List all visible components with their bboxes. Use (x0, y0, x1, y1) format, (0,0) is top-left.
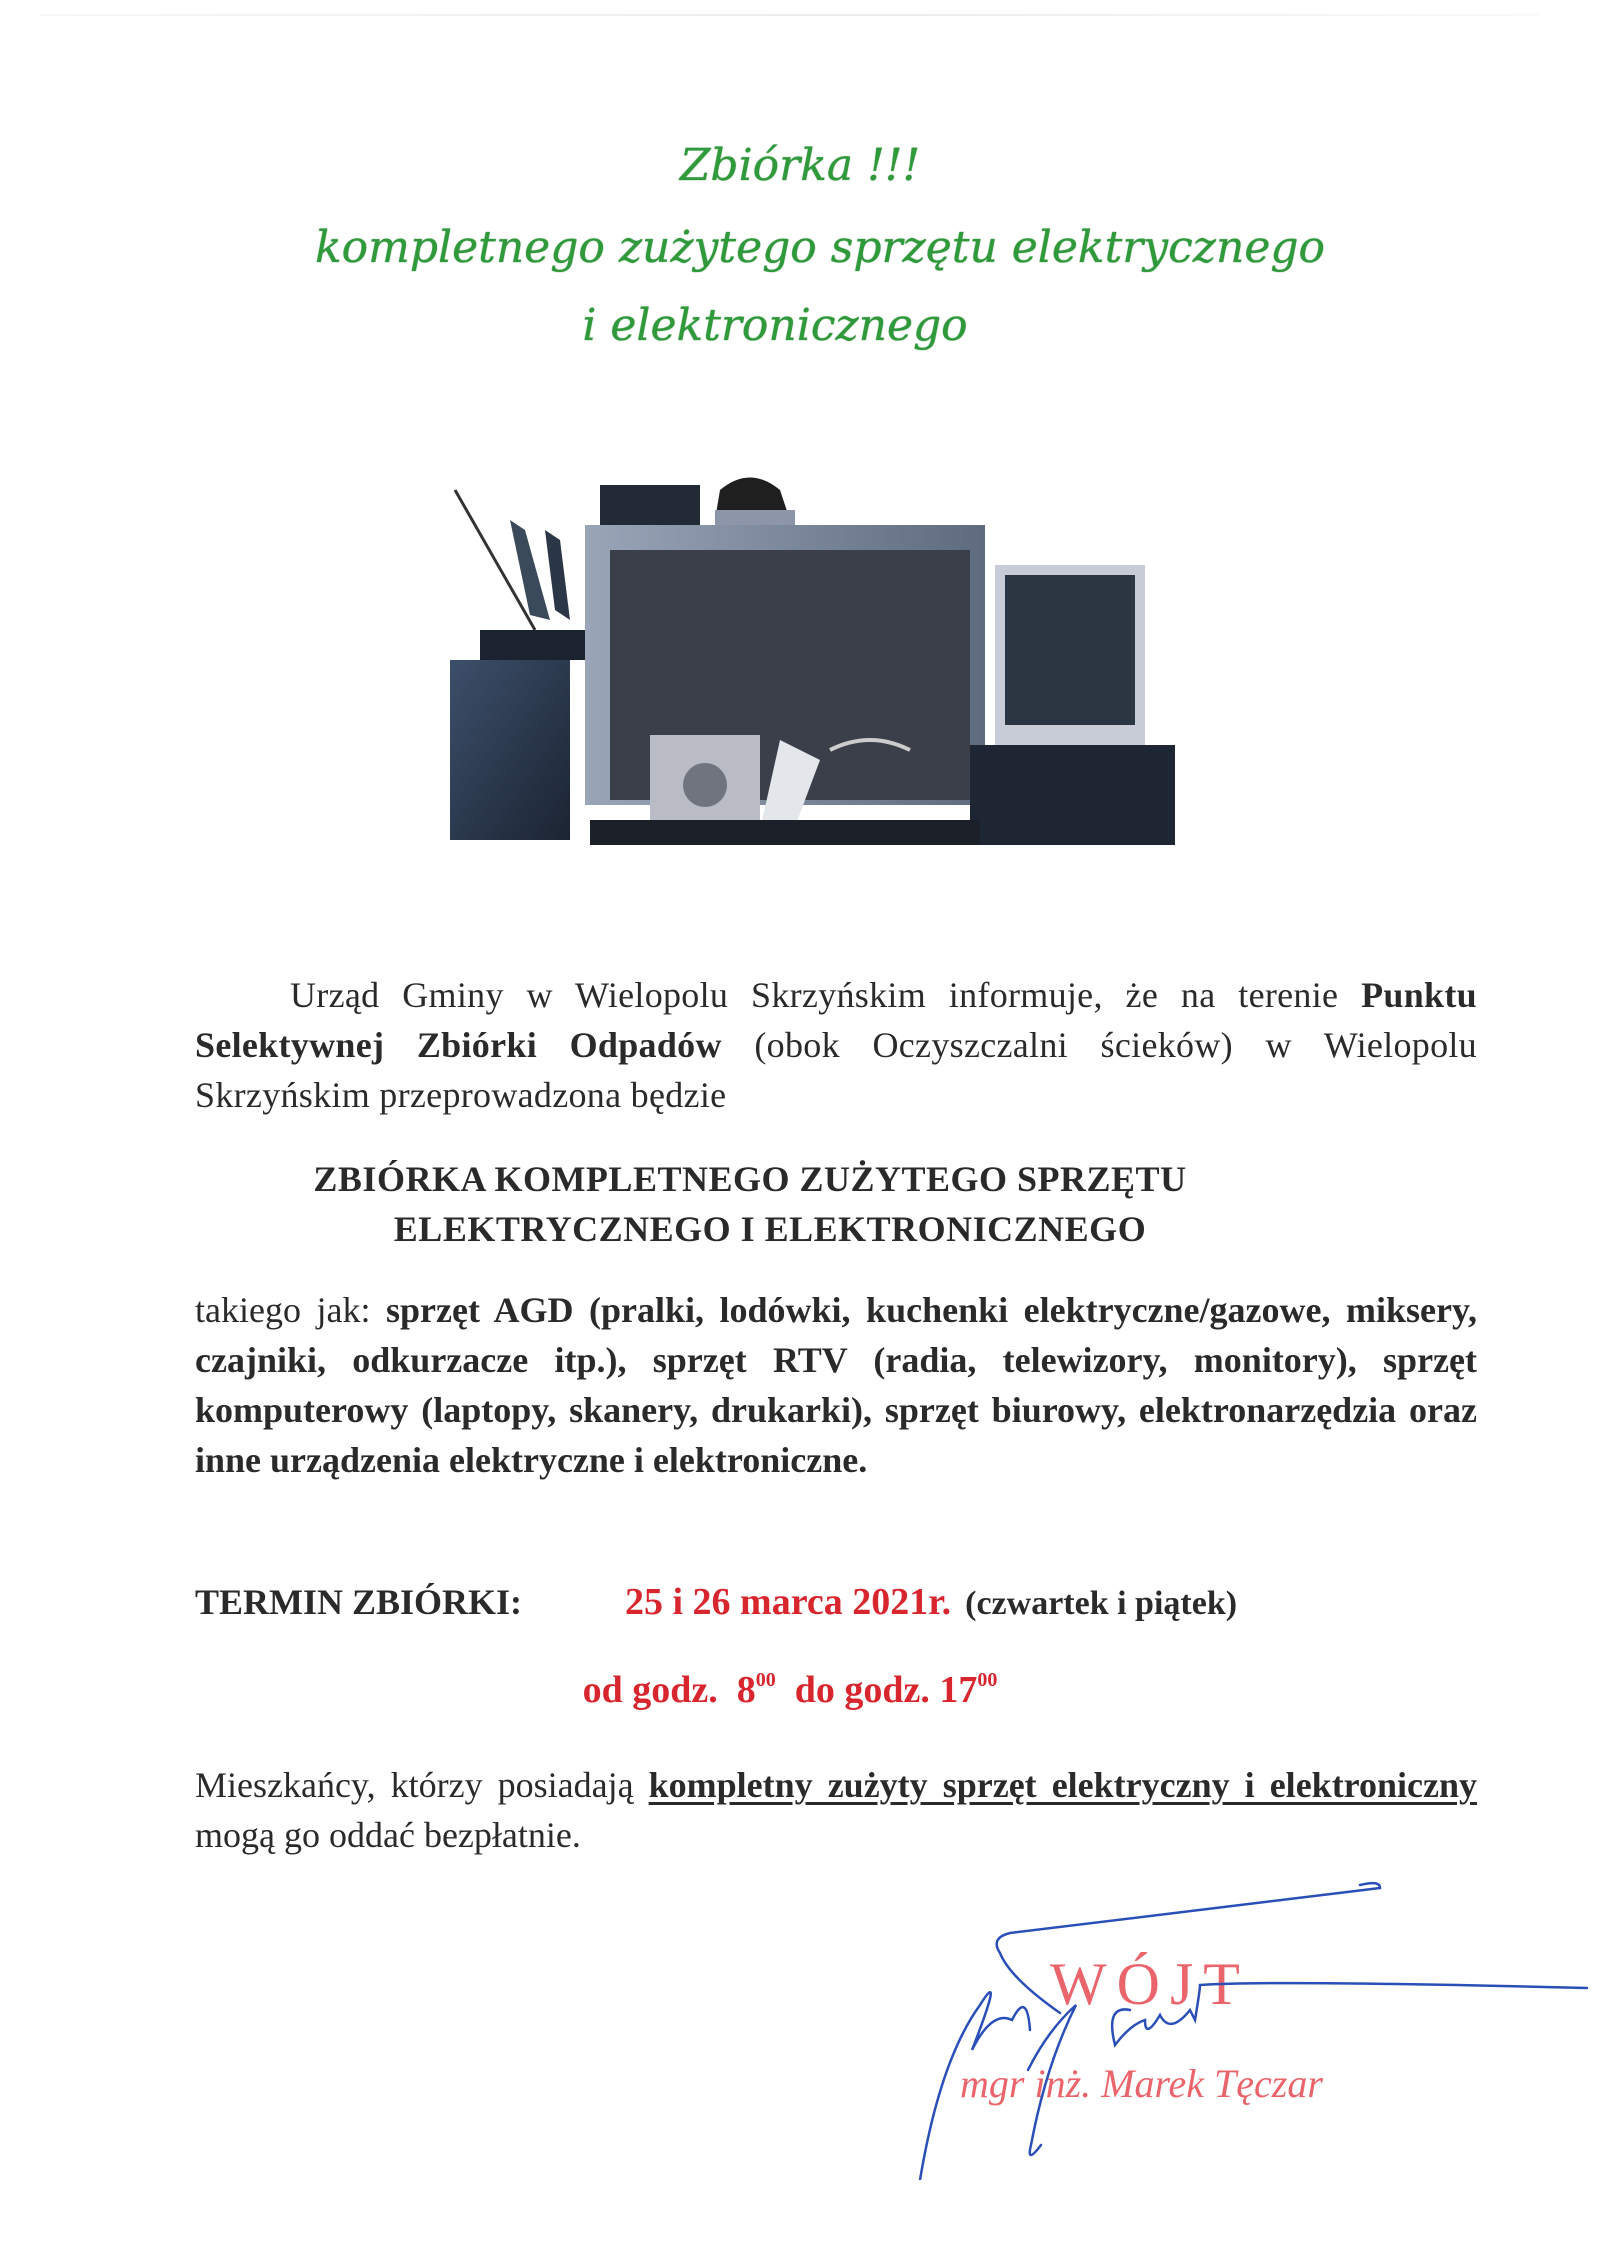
to-min: 00 (977, 1669, 998, 1691)
hours-row (0, 1668, 1590, 1712)
closing-underlined: kompletny zużyty sprzęt elektryczny i elektroniczny (648, 1765, 1478, 1805)
handwritten-signature (900, 1880, 1600, 2180)
stamp-office: WÓJT (1050, 1951, 1250, 2017)
to-hour: 17 (939, 1669, 978, 1711)
term-label: TERMIN ZBIÓRKI: (195, 1582, 523, 1622)
electronics-photo (450, 470, 1200, 850)
closing-paragraph (195, 1760, 1477, 1860)
title-line-3: i elektronicznego (582, 300, 968, 351)
intro-text-1: Urząd Gminy w Wielopolu Skrzyńskim informuje, że na terenie (290, 975, 1339, 1015)
scan-edge (40, 14, 1540, 16)
stamp-name: mgr inż. Marek Tęczar (960, 2061, 1323, 2106)
from-label: od godz. (582, 1669, 718, 1711)
intro-location: Punktu Selektywnej Zbiórki Odpadów (195, 975, 1477, 1065)
intro-paragraph (195, 970, 1477, 1120)
term-days: (czwartek i piątek) (965, 1585, 1238, 1622)
intro-text-2: (obok Oczyszczalni ścieków) w Wielopolu Skrzyńskim przeprowadzona będzie (195, 1025, 1477, 1115)
pc-tower (450, 660, 570, 840)
items-paragraph (195, 1285, 1477, 1485)
closing-text-2: mogą go oddać bezpłatnie. (195, 1815, 581, 1855)
heading-line-1: ZBIÓRKA KOMPLETNEGO ZUŻYTEGO SPRZĘTU (313, 1159, 1187, 1199)
to-label: do godz. (794, 1669, 930, 1711)
term-row (195, 1580, 1237, 1624)
closing-text-1: Mieszkańcy, którzy posiadają (195, 1765, 634, 1805)
from-min: 00 (755, 1669, 776, 1691)
title-line-1: Zbiórka !!! (679, 140, 921, 191)
items-lead: takiego jak: (195, 1290, 371, 1330)
antenna-icon (455, 490, 570, 630)
term-date: 25 i 26 marca 2021r. (625, 1581, 952, 1623)
items-list: sprzęt AGD (pralki, lodówki, kuchenki elektryczne/gazowe, miksery, czajniki, odkurzacze itp.), sprzęt RTV (radia, telewizory, monitory), sprzęt komputerowy (laptopy, skanery, drukarki), sprzęt biurowy, elektronarzędzia oraz inne urządzenia elektryczne i elektroniczne. (195, 1290, 1477, 1480)
heading-line-2: ELEKTRYCZNEGO I ELEKTRONICZNEGO (393, 1209, 1147, 1249)
title-line-2: kompletnego zużytego sprzętu elektrycznego (314, 222, 1326, 273)
from-hour: 8 (736, 1669, 756, 1711)
